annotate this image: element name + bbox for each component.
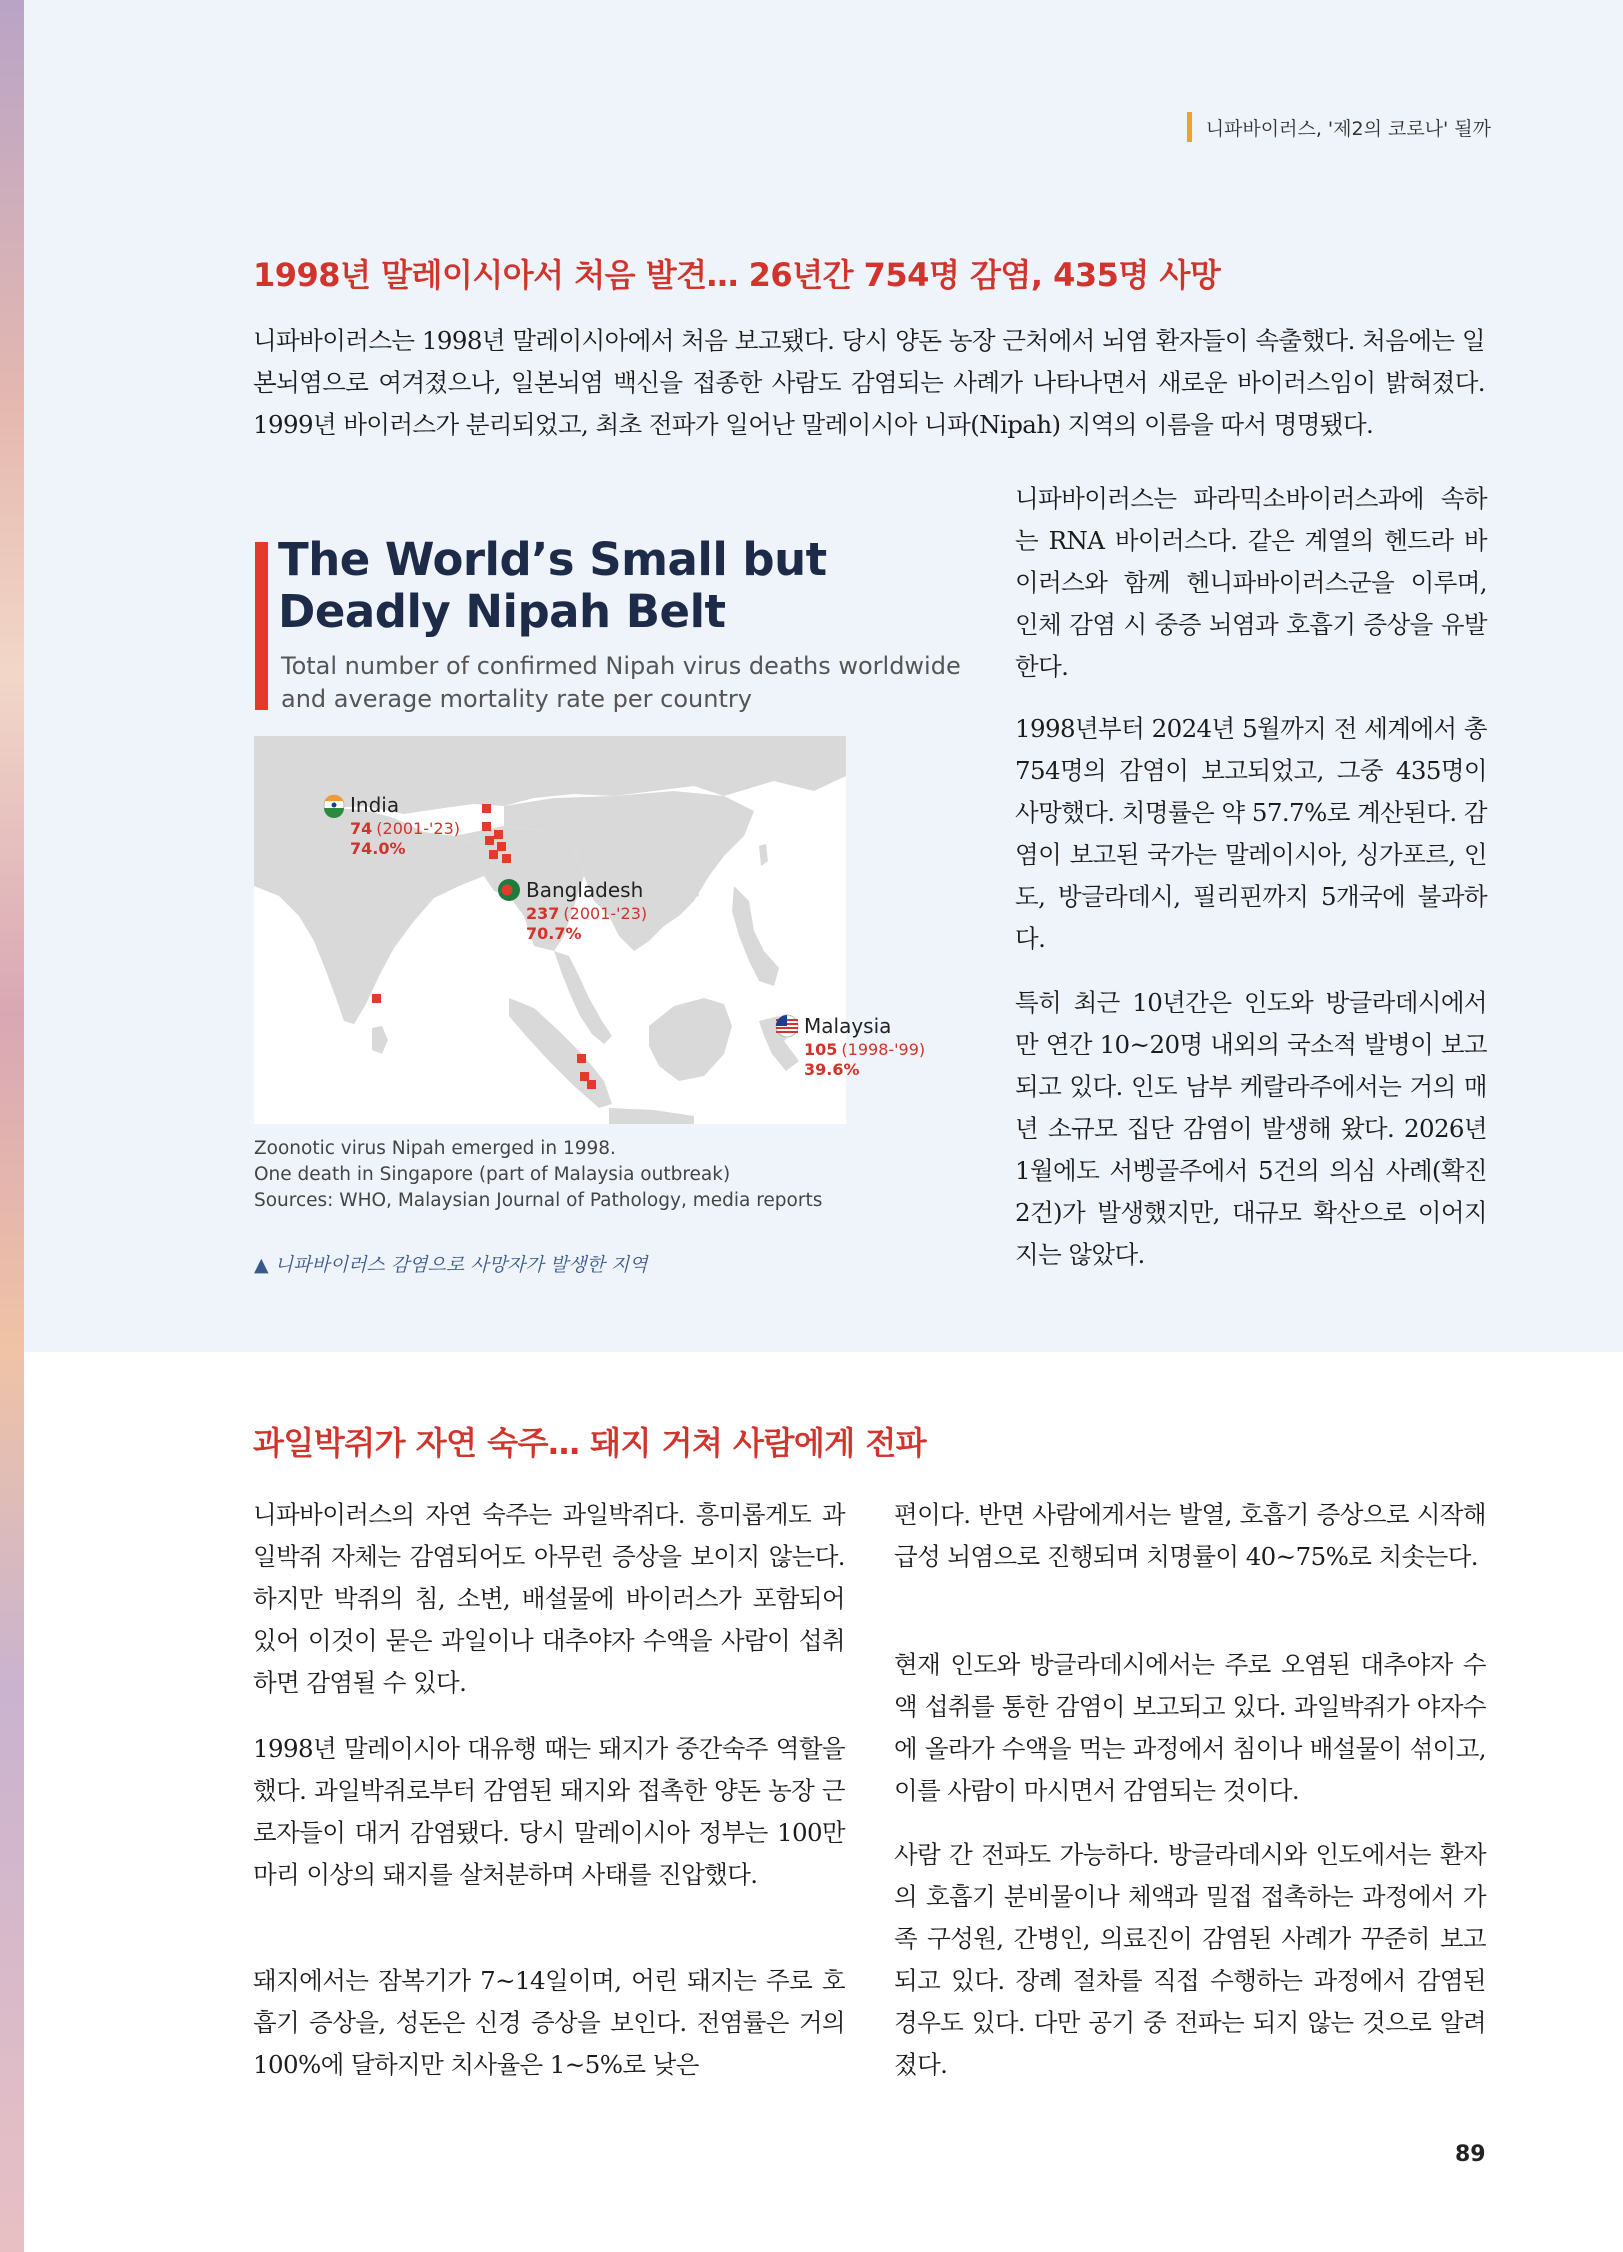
figure-caption: ▲ 니파바이러스 감염으로 사망자가 발생한 지역: [254, 1254, 648, 1276]
india-rate: 74.0%: [350, 839, 406, 858]
marker-bangladesh-1: [494, 830, 503, 839]
india-deaths-line: [350, 819, 460, 838]
infographic-accent-bar: [255, 542, 268, 710]
section2-heading: 과일박쥐가 자연 숙주… 돼지 거쳐 사람에게 전파: [253, 1424, 927, 1462]
infographic-subtitle-line-1: Total number of confirmed Nipah virus deaths worldwide: [281, 652, 961, 680]
malaysia-rate: 39.6%: [804, 1060, 860, 1079]
section2-right-paragraph-2: 현재 인도와 방글라데시에서는 주로 오염된 대추야자 수액 섭취를 통한 감염이 보고되고 있다. 과일박쥐가 야자수에 올라가 수액을 먹는 과정에서 침이나 배설물이 섞이고, 이를 사람이 마시면서 감염되는 것이다.: [894, 1650, 1486, 1805]
marker-bangladesh-4: [489, 850, 498, 859]
bangladesh-name: Bangladesh: [526, 878, 644, 902]
decorative-side-strip: [0, 0, 24, 2252]
malaysia-period: (1998-'99): [841, 1040, 926, 1059]
bangladesh-deaths-line: [526, 904, 647, 923]
marker-malaysia-1: [577, 1054, 586, 1063]
bangladesh-deaths: 237: [526, 904, 560, 923]
malaysia-deaths: 105: [804, 1040, 838, 1059]
section2-right-paragraph-1: 편이다. 반면 사람에게서는 발열, 호흡기 증상으로 시작해 급성 뇌염으로 진행되며 치명률이 40~75%로 치솟는다.: [894, 1500, 1486, 1571]
section1-right-paragraph-2: 1998년부터 2024년 5월까지 전 세계에서 총 754명의 감염이 보고되었고, 그중 435명이 사망했다. 치명률은 약 57.7%로 계산된다. 감염이 보고된 국가는 말레이시아, 싱가포르, 인도, 방글라데시, 필리핀까지 5개국에 불과하다.: [1015, 714, 1487, 953]
page-number: 89: [1455, 2142, 1486, 2167]
marker-bangladesh-2: [485, 836, 494, 845]
india-deaths: 74: [350, 819, 373, 838]
india-flag-chakra: [332, 803, 337, 808]
section1-right-paragraph-1: 니파바이러스는 파라믹소바이러스과에 속하는 RNA 바이러스다. 같은 계열의 헨드라 바이러스와 함께 헨니파바이러스군을 이루며, 인체 감염 시 중증 뇌염과 호흡기 증상을 유발한다.: [1015, 484, 1487, 681]
infographic-sources: Sources: WHO, Malaysian Journal of Pathology, media reports: [254, 1190, 823, 1211]
marker-malaysia-2: [580, 1072, 589, 1081]
section1-right-paragraph-3: 특히 최근 10년간은 인도와 방글라데시에서만 연간 10~20명 내외의 국소적 발병이 보고되고 있다. 인도 남부 케랄라주에서는 거의 매년 소규모 집단 감염이 발생해 왔다. 2026년 1월에도 서벵골주에서 5건의 의심 사례(확진 2건)가 발생했지만, 대규모 확산으로 이어지지는 않았다.: [1015, 988, 1487, 1269]
running-head-text: 니파바이러스, '제2의 코로나' 될까: [1205, 117, 1491, 140]
infographic-title: [278, 534, 827, 638]
marker-bangladesh-5: [502, 854, 511, 863]
section2-left-paragraph-1: 니파바이러스의 자연 숙주는 과일박쥐다. 흥미롭게도 과일박쥐 자체는 감염되어도 아무런 증상을 보이지 않는다. 하지만 박쥐의 침, 소변, 배설물에 바이러스가 포함되어 있어 이것이 묻은 과일이나 대추야자 수액을 사람이 섭취하면 감염될 수 있다.: [253, 1500, 845, 1697]
infographic-title-line-1: The World’s Small but: [278, 533, 827, 586]
infographic-subtitle-line-2: and average mortality rate per country: [281, 685, 752, 713]
running-head-marker: [1187, 112, 1192, 142]
india-period: (2001-'23): [376, 819, 460, 838]
marker-malaysia-3: [587, 1080, 596, 1089]
section1-heading: 1998년 말레이시아서 처음 발견… 26년간 754명 감염, 435명 사망: [253, 256, 1221, 294]
bangladesh-flag-disc: [502, 885, 513, 896]
infographic-note-2: One death in Singapore (part of Malaysia outbreak): [254, 1164, 731, 1185]
running-head: [1187, 110, 1491, 144]
infographic-note-1: Zoonotic virus Nipah emerged in 1998.: [254, 1138, 616, 1159]
section2-right-paragraph-3: 사람 간 전파도 가능하다. 방글라데시와 인도에서는 환자의 호흡기 분비물이나 체액과 밀접 접촉하는 과정에서 가족 구성원, 간병인, 의료진이 감염된 사례가 꾸준히 보고되고 있다. 장례 절차를 직접 수행하는 과정에서 감염된 경우도 있다. 다만 공기 중 전파는 되지 않는 것으로 알려졌다.: [894, 1840, 1486, 2079]
marker-india-east-1: [482, 804, 491, 813]
section2-left-paragraph-2: 1998년 말레이시아 대유행 때는 돼지가 중간숙주 역할을 했다. 과일박쥐로부터 감염된 돼지와 접촉한 양돈 농장 근로자들이 대거 감염됐다. 당시 말레이시아 정부는 100만 마리 이상의 돼지를 살처분하며 사태를 진압했다.: [253, 1734, 845, 1889]
india-name: India: [350, 793, 400, 817]
marker-kerala: [372, 994, 381, 1003]
section2-left-paragraph-3: 돼지에서는 잠복기가 7~14일이며, 어린 돼지는 주로 호흡기 증상을, 성돈은 신경 증상을 보인다. 전염률은 거의 100%에 달하지만 치사율은 1~5%로 낮은: [253, 1966, 845, 2079]
bangladesh-period: (2001-'23): [563, 904, 648, 923]
malaysia-name: Malaysia: [804, 1014, 892, 1038]
infographic-subtitle: [281, 650, 981, 716]
marker-bangladesh-3: [497, 842, 506, 851]
malaysia-deaths-line: [804, 1040, 925, 1059]
infographic-notes: [254, 1136, 822, 1214]
section1-intro: 니파바이러스는 1998년 말레이시아에서 처음 보고됐다. 당시 양돈 농장 근처에서 뇌염 환자들이 속출했다. 처음에는 일본뇌염으로 여겨졌으나, 일본뇌염 백신을 접종한 사람도 감염되는 사례가 나타나면서 새로운 바이러스임이 밝혀졌다. 1999년 바이러스가 분리되었고, 최초 전파가 일어난 말레이시아 니파(Nipah) 지역의 이름을 따서 명명됐다.: [253, 326, 1485, 439]
infographic-title-line-2: Deadly Nipah Belt: [278, 585, 726, 638]
bangladesh-rate: 70.7%: [526, 924, 582, 943]
nipah-belt-map: [254, 736, 926, 1124]
marker-india-east-2: [482, 822, 491, 831]
